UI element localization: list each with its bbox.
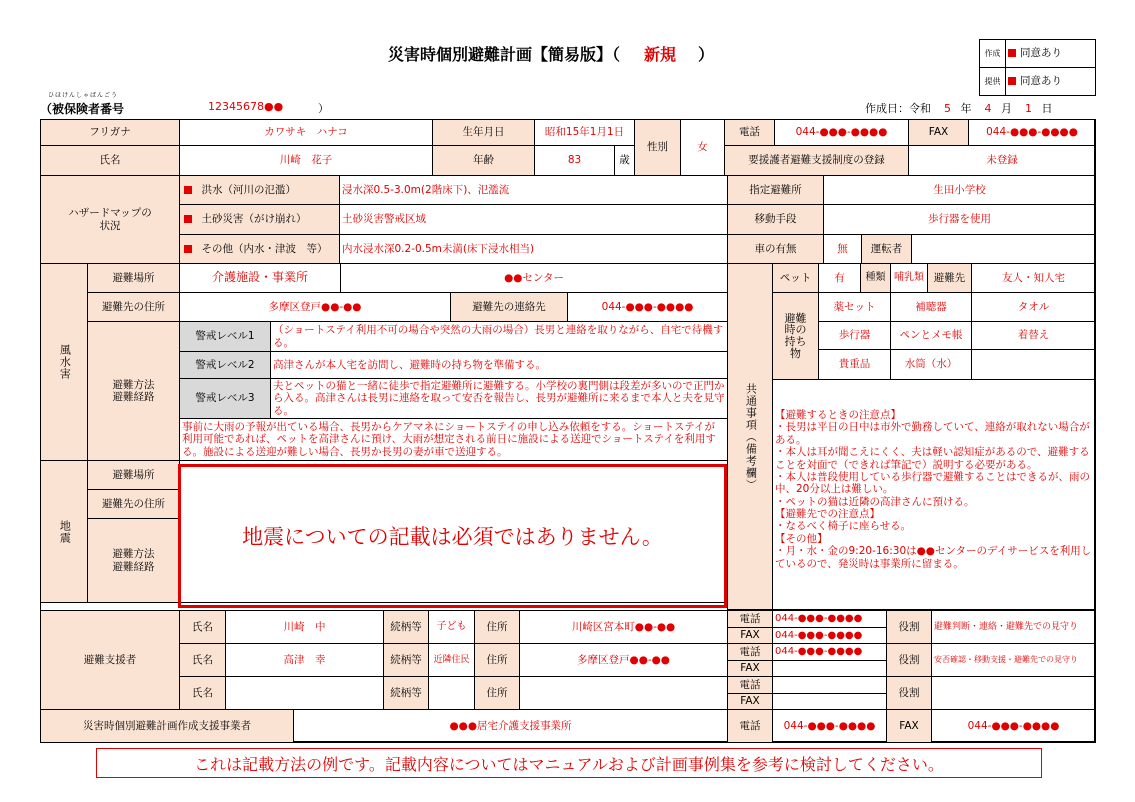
sup3-name-label: 氏名 [180,677,226,710]
item-9 [972,350,1096,380]
hazard-flood-label: 洪水（河川の氾濫） [200,176,340,205]
flood-extra-text: 事前に大雨の予報が出ている場合、長男からケアマネにショートステイの申し込み依頼をする。ショートステイが利用可能であれば、ペットを高津さんに預け、大雨が想定される前日に施設による送迎でショートステイを利用する。施設による送迎が難しい場合、長男か長男の妻が車で送迎する。 [180,419,728,461]
move-label: 移動手段 [728,205,824,235]
hazard-label: ハザードマップの状況 [41,176,180,264]
sup1-role-label: 役割 [887,611,932,644]
item-5: ペンとメモ帳 [891,322,972,350]
flood-address-value: 多摩区登戸●●-●● [180,293,451,322]
hazard-landslide-value: 土砂災害警戒区域 [340,205,728,235]
quake-section-label: 地震 [41,461,88,603]
sup3-tel-label: 電話 [728,677,773,694]
hazard-landslide-label: 土砂災害（がけ崩れ） [200,205,340,235]
sup3-name [226,677,384,710]
flood-address-label: 避難先の住所 [88,293,180,322]
insured-label: （被保険者番号 [40,102,125,116]
pet-dest-label: 避難先 [928,264,972,293]
age-value: 83 [535,146,615,176]
items-label: 避難時の持ち物 [773,293,819,380]
quake-route-label: 避難方法 避難経路 [88,519,180,603]
consent-create-label: 作成 [980,40,1006,68]
sup1-rel-label: 続柄等 [384,611,429,644]
flood-route-label: 避難方法 避難経路 [88,322,180,461]
sup3-rel [429,677,475,710]
sup3-fax [773,694,887,710]
consent-provide-value: 同意あり [1006,68,1096,96]
item-4: 歩行器 [819,322,891,350]
car-label: 車の有無 [728,235,824,264]
level3-text: 夫とペットの猫と一緒に徒歩で指定避難所に避難する。小学校の裏門側は段差が多いので正門から入る。高津さんは長男に連絡を取って安否を報告し、長男が避難所に来るまで本人と夫を見守る。 [271,379,728,419]
creator-value: ●●●居宅介護支援事業所 [294,710,728,743]
insured-ruby: ひほけんしゃばんごう [48,92,119,99]
hazard-flood-bullet [180,176,200,205]
fax-label: FAX [909,120,969,146]
insured-close: ） [318,102,329,115]
level1-label: 警戒レベル1 [180,322,271,352]
hazard-other-value: 内水浸水深0.2-0.5m未満(床下浸水相当) [340,235,728,264]
sup2-tel-label: 電話 [728,644,773,661]
pet-kind-value: 哺乳類 [891,264,928,293]
birth-label: 生年月日 [433,120,535,146]
common-section-label: 共通事項（備考欄） [728,264,773,610]
sup2-rel: 近隣住民 [429,644,475,677]
quake-notice-text: 地震についての記載は必須ではありません。 [242,525,663,549]
sex-value: 女 [681,120,725,176]
level3-label: 警戒レベル3 [180,379,271,419]
sup2-fax [773,661,887,677]
insured-value: 12345678●● [208,100,284,113]
furigana-label: フリガナ [41,120,180,146]
supporters-section [40,610,1096,710]
creator-fax-label: FAX [887,710,932,743]
hazard-other-label: その他（内水・津波 等） [200,235,340,264]
hazard-flood-value: 浸水深0.5-3.0m(2階床下)、氾濫流 [340,176,728,205]
creator-tel-label: 電話 [728,710,773,743]
sup2-name: 高津 幸 [226,644,384,677]
common-notes: 【避難するときの注意点】 ・長男は平日の日中は市外で勤務していて、連絡が取れない場合がある。 ・本人は耳が聞こえにくく、夫は軽い認知症があるので、避難することを対面で（できれば筆記で）説明する必要がある。 ・本人は普段使用している歩行器で避難することはできるが、雨の中、20分以上は難しい。 ・ペットの猫は近隣の高津さんに預ける。 【避難先での注意点】 ・なるべく椅子に座らせる。 【その他】 ・月・水・金の9:20-16:30は●●センターのデイサービスを利用しているので、発災時は事業所に留まる。 [775,409,1092,570]
person-info [40,119,1096,176]
sup1-addr: 川崎区宮本町●●-●● [520,611,728,644]
flood-place-type: 介護施設・事業所 [180,264,341,293]
sup3-role [932,677,1096,710]
sup3-addr [520,677,728,710]
quake-place-label: 避難場所 [88,461,180,490]
driver-value [912,235,1096,264]
name-label: 氏名 [41,146,180,176]
tel-label: 電話 [725,120,775,146]
sex-label: 性別 [635,120,681,176]
consent-provide-label: 提供 [980,68,1006,96]
pet-kind-label: 種類 [861,264,891,293]
creator-label: 災害時個別避難計画作成支援事業者 [41,710,294,743]
shelter-value: 生田小学校 [824,176,1096,205]
fax-value: 044-●●●-●●●● [969,120,1096,146]
birth-value: 昭和15年1月1日 [535,120,635,146]
sup1-rel: 子ども [429,611,475,644]
quake-notice-box [178,464,727,608]
sup1-tel: 044-●●●-●●●● [773,611,887,628]
hazard-landslide-bullet [180,205,200,235]
created-date: 作成日：令和 5 年 4 月 1 日 [865,102,1053,115]
pet-label: ペット [773,264,819,293]
level1-text: （ショートステイ利用不可の場合や突然の大雨の場合）長男と連絡を取りながら、自宅で待機する。 [271,322,728,352]
sup2-tel: 044-●●●-●●●● [773,644,887,661]
sup2-role-label: 役割 [887,644,932,677]
item-2: 補聴器 [891,293,972,322]
pet-dest-value: 友人・知人宅 [972,264,1096,293]
flood-contact-value: 044-●●●-●●●● [568,293,728,322]
item-1: 薬セット [819,293,891,322]
status-value: 新規 [644,45,677,64]
sup2-name-label: 氏名 [180,644,226,677]
hazard-other-bullet [180,235,200,264]
sup3-addr-label: 住所 [475,677,520,710]
flood-contact-label: 避難先の連絡先 [451,293,568,322]
creator-fax: 044-●●●-●●●● [932,710,1096,743]
sup1-role: 避難判断・連絡・避難先での見守り [932,611,1096,644]
sup2-role: 安否確認・移動支援・避難先での見守り [932,644,1096,677]
consent-create-value: 同意あり [1006,40,1096,68]
item-8: 水筒（水） [891,350,972,380]
footer-notice: これは記載方法の例です。記載内容についてはマニュアルおよび計画事例集を参考に検討してください。 [96,748,1042,778]
sup1-fax: 044-●●●-●●●● [773,628,887,644]
sup3-tel [773,677,887,694]
age-unit: 歳 [615,146,635,176]
sup3-role-label: 役割 [887,677,932,710]
supporters-label: 避難支援者 [41,611,180,710]
name-value: 川崎 花子 [180,146,433,176]
support-reg-value: 未登録 [909,146,1096,176]
sup2-addr-label: 住所 [475,644,520,677]
consent-box [979,39,1096,96]
item-3: タオル [972,293,1096,322]
sup2-fax-label: FAX [728,661,773,677]
item-6: 着替え [972,322,1096,350]
driver-label: 運転者 [862,235,912,264]
shelter-label: 指定避難所 [728,176,824,205]
quake-address-label: 避難先の住所 [88,490,180,519]
age-label: 年齢 [433,146,535,176]
flood-place-value: ●●センター [341,264,728,293]
sup2-rel-label: 続柄等 [384,644,429,677]
level2-text: 高津さんが本人宅を訪問し、避難時の持ち物を準備する。 [271,352,728,379]
tel-value: 044-●●●-●●●● [775,120,909,146]
level2-label: 警戒レベル2 [180,352,271,379]
support-reg-label: 要援護者避難支援制度の登録 [725,146,909,176]
creator-row [40,709,1096,743]
sup1-tel-label: 電話 [728,611,773,628]
flood-section-label: 風水害 [41,264,88,461]
furigana-value: カワサキ ハナコ [180,120,433,146]
sup1-addr-label: 住所 [475,611,520,644]
sup3-rel-label: 続柄等 [384,677,429,710]
sup3-fax-label: FAX [728,694,773,710]
sup2-addr: 多摩区登戸●●-●● [520,644,728,677]
sup1-name: 川崎 中 [226,611,384,644]
sup1-name-label: 氏名 [180,611,226,644]
flood-place-label: 避難場所 [88,264,180,293]
item-7: 貴重品 [819,350,891,380]
creator-tel: 044-●●●-●●●● [773,710,887,743]
move-value: 歩行器を使用 [824,205,1096,235]
sup1-fax-label: FAX [728,628,773,644]
hazard-info [40,175,1096,264]
page-title: 災害時個別避難計画【簡易版】（ 新規 ） [388,45,715,64]
pet-value: 有 [819,264,861,293]
car-value: 無 [824,235,862,264]
